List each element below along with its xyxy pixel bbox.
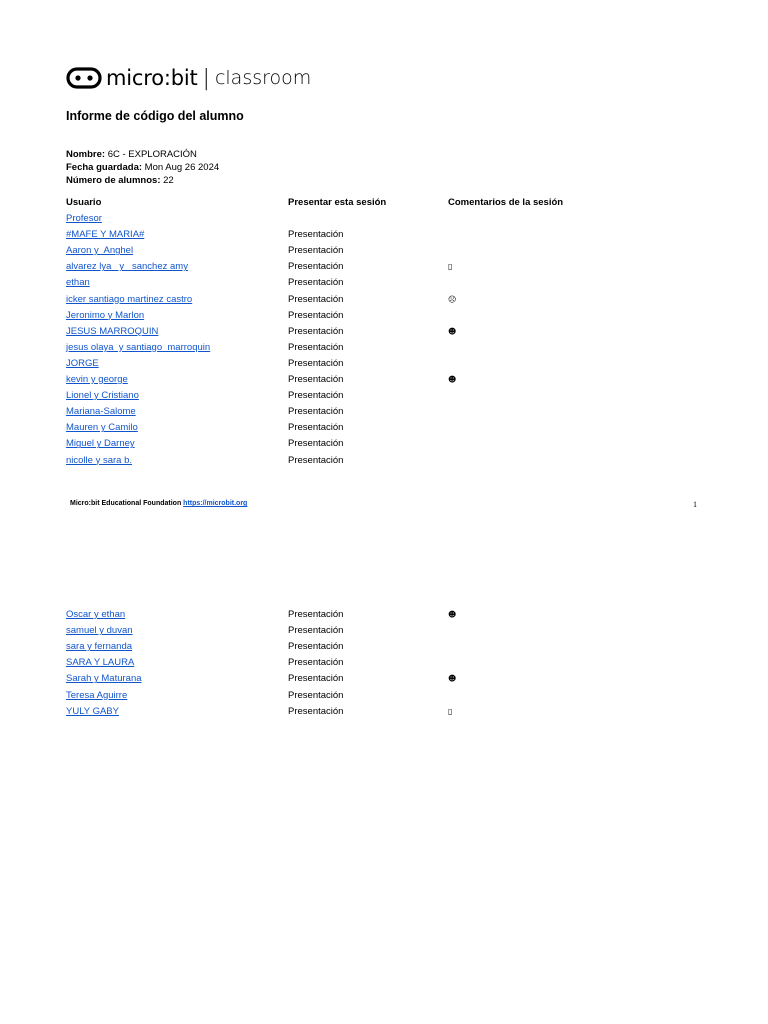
column-header-present: Presentar esta sesión <box>288 197 387 208</box>
student-link[interactable]: Mariana-Salome <box>66 406 136 418</box>
meta-count: Número de alumnos: 22 <box>66 175 174 186</box>
table-row <box>0 342 768 356</box>
table-row <box>0 294 768 308</box>
table-row <box>0 641 768 655</box>
presentation-status: Presentación <box>288 309 344 321</box>
student-link[interactable]: sara y fernanda <box>66 641 133 653</box>
presentation-status: Presentación <box>288 277 344 289</box>
table-row <box>0 261 768 275</box>
table-row <box>0 277 768 291</box>
presentation-status: Presentación <box>288 341 344 353</box>
table-row <box>0 609 768 623</box>
brand-separator: | <box>202 65 210 91</box>
table-row <box>0 690 768 704</box>
student-link[interactable]: Lionel y Cristiano <box>66 390 139 402</box>
student-link[interactable]: Sarah y Maturana <box>66 673 142 685</box>
student-link[interactable]: icker santiago martinez castro <box>66 293 193 305</box>
page-number: 1 <box>693 500 697 509</box>
table-row <box>0 406 768 420</box>
product-name: classroom <box>214 67 312 89</box>
microbit-face-icon <box>66 67 102 89</box>
presentation-status: Presentación <box>288 357 344 369</box>
page-footer <box>70 500 247 507</box>
presentation-status: Presentación <box>288 293 344 305</box>
table-row <box>0 229 768 243</box>
page-title: Informe de código del alumno <box>66 109 244 123</box>
student-link[interactable]: jesus olaya y santiago marroquin <box>66 341 211 353</box>
presentation-status: Presentación <box>288 454 344 466</box>
presentation-status: Presentación <box>288 673 344 685</box>
session-comment: ☻ <box>448 674 457 684</box>
presentation-status: Presentación <box>288 406 344 418</box>
session-comment: ▯ <box>448 262 453 272</box>
presentation-status: Presentación <box>288 657 344 669</box>
microbit-classroom-logo <box>66 64 311 92</box>
presentation-status: Presentación <box>288 422 344 434</box>
footer-link[interactable]: https://microbit.org <box>183 500 248 507</box>
table-row <box>0 374 768 388</box>
table-row <box>0 326 768 340</box>
table-row <box>0 213 768 227</box>
student-link[interactable]: JESUS MARROQUIN <box>66 325 159 337</box>
meta-date: Fecha guardada: Mon Aug 26 2024 <box>66 162 220 173</box>
presentation-status: Presentación <box>288 229 344 241</box>
student-link[interactable]: Teresa Aguirre <box>66 689 128 701</box>
presentation-status: Presentación <box>288 390 344 402</box>
student-link[interactable]: Oscar y ethan <box>66 609 126 620</box>
brand-name: micro:bit <box>106 66 198 90</box>
footer-org: Micro:bit Educational Foundation <box>70 500 182 507</box>
student-link[interactable]: nicolle y sara b. <box>66 454 133 466</box>
student-link[interactable]: Mauren y Camilo <box>66 422 138 434</box>
table-row <box>0 422 768 436</box>
table-row <box>0 706 768 720</box>
presentation-status: Presentación <box>288 438 344 450</box>
meta-name: Nombre: 6C - EXPLORACIÓN <box>66 149 197 160</box>
presentation-status: Presentación <box>288 261 344 273</box>
student-link[interactable]: JORGE <box>66 357 99 369</box>
student-link[interactable]: Profesor <box>66 213 102 224</box>
student-link[interactable]: Aaron y Anghel <box>66 245 134 257</box>
student-link[interactable]: samuel y duvan <box>66 625 133 637</box>
presentation-status: Presentación <box>288 705 344 717</box>
table-row <box>0 455 768 469</box>
student-link[interactable]: YULY GABY <box>66 705 119 717</box>
presentation-status: Presentación <box>288 689 344 701</box>
presentation-status: Presentación <box>288 609 344 620</box>
table-row <box>0 390 768 404</box>
student-link[interactable]: ethan <box>66 277 90 289</box>
table-row <box>0 625 768 639</box>
session-comment: ☻ <box>448 610 457 619</box>
table-row <box>0 245 768 259</box>
presentation-status: Presentación <box>288 245 344 257</box>
table-row <box>0 438 768 452</box>
student-link[interactable]: kevin y george <box>66 374 128 385</box>
student-link[interactable]: alvarez lya y sanchez amy <box>66 261 188 273</box>
table-row <box>0 358 768 372</box>
presentation-status: Presentación <box>288 374 344 385</box>
session-comment: ☻ <box>448 375 457 384</box>
presentation-status: Presentación <box>288 641 344 653</box>
student-link[interactable]: #MAFE Y MARIA# <box>66 229 145 241</box>
presentation-status: Presentación <box>288 625 344 637</box>
session-comment: ▯ <box>448 706 453 716</box>
table-row <box>0 657 768 671</box>
report-meta <box>66 148 219 187</box>
student-link[interactable]: Jeronimo y Marlon <box>66 309 145 321</box>
presentation-status: Presentación <box>288 325 344 337</box>
table-row <box>0 310 768 324</box>
student-link[interactable]: SARA Y LAURA <box>66 657 135 669</box>
session-comment: ☻ <box>448 326 457 336</box>
column-header-user: Usuario <box>66 197 102 208</box>
column-header-comments: Comentarios de la sesión <box>448 197 564 208</box>
student-link[interactable]: Miguel y Darney <box>66 438 135 450</box>
table-row <box>0 673 768 687</box>
session-comment: ☹ <box>448 294 457 304</box>
